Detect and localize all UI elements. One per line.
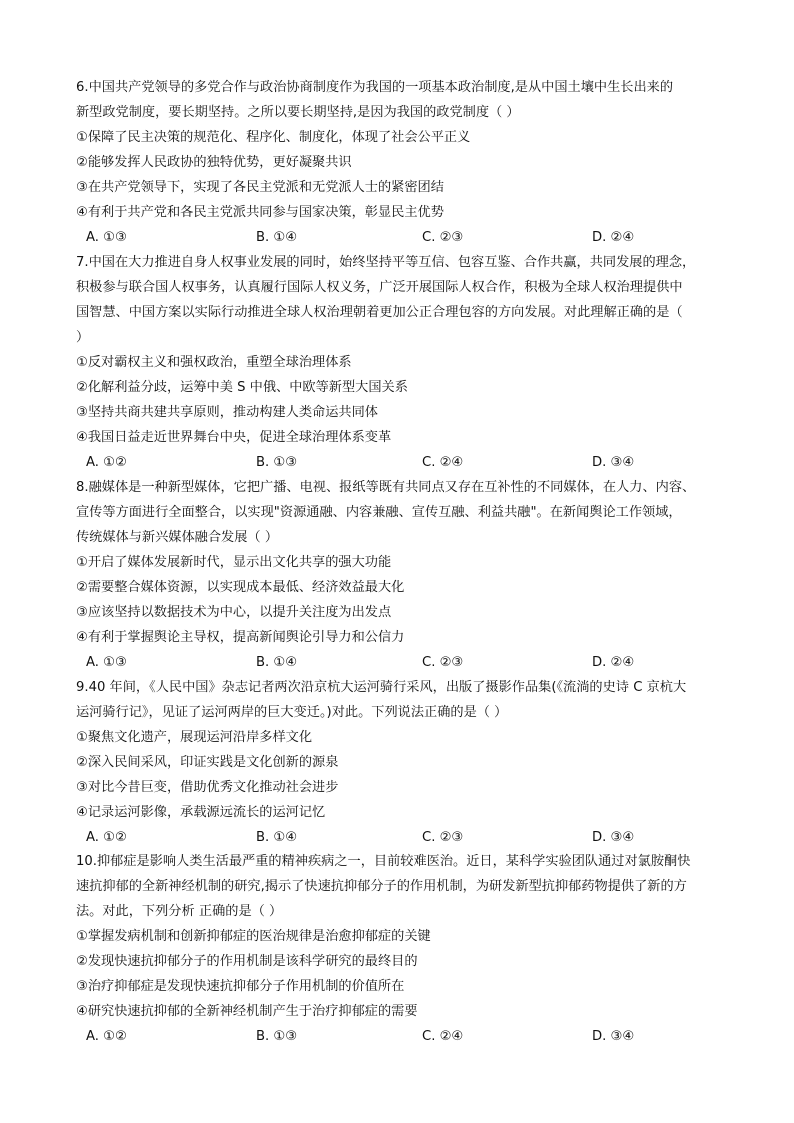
choice-c[interactable]: C. ②③: [422, 230, 464, 245]
choice-d[interactable]: D. ③④: [592, 455, 635, 470]
option-statement: ②化解利益分歧，运筹中美 S 中俄、中欧等新型大国关系: [76, 380, 408, 395]
choice-b[interactable]: B. ①④: [256, 830, 298, 845]
option-statement: ③坚持共商共建共享原则，推动构建人类命运共同体: [76, 405, 378, 420]
option-statement: ②深入民间采风，印证实践是文化创新的源泉: [76, 755, 339, 770]
question-stem-line: ）: [76, 330, 90, 345]
option-statement: ③治疗抑郁症是发现快速抗抑郁分子作用机制的价值所在: [76, 979, 405, 994]
choice-d[interactable]: D. ③④: [592, 1029, 635, 1044]
option-statement: ①聚焦文化遗产，展现运河沿岸多样文化: [76, 730, 313, 745]
option-statement: ①反对霸权主义和强权政治，重塑全球治理体系: [76, 355, 352, 370]
answer-choices: [76, 225, 724, 250]
question-stem-line: 宣传等方面进行全面整合，以实现"资源通融、内容兼融、宣传互融、利益共融"。在新闻舆论工作领域，: [76, 505, 682, 520]
option-statement: ①开启了媒体发展新时代，显示出文化共享的强大功能: [76, 555, 392, 570]
option-statement: ③在共产党领导下，实现了各民主党派和无党派人士的紧密团结: [76, 180, 444, 195]
answer-choices: [76, 1024, 724, 1049]
choice-b[interactable]: B. ①③: [256, 455, 298, 470]
answer-choices: [76, 825, 724, 850]
choice-c[interactable]: C. ②③: [422, 830, 464, 845]
choice-c[interactable]: C. ②③: [422, 655, 464, 670]
question-8: [76, 475, 724, 675]
option-statement: ①保障了民主决策的规范化、程序化、制度化，体现了社会公平正义: [76, 130, 471, 145]
option-statement: ④我国日益走近世界舞台中央，促进全球治理体系变革: [76, 430, 392, 445]
option-statement: ③对比今昔巨变，借助优秀文化推动社会进步: [76, 780, 339, 795]
question-stem-line: 传统媒体与新兴媒体融合发展（ ）: [76, 530, 279, 545]
question-9: [76, 675, 724, 850]
option-statement: ②能够发挥人民政协的独特优势，更好凝聚共识: [76, 155, 352, 170]
question-stem-line: 6.中国共产党领导的多党合作与政治协商制度作为我国的一项基本政治制度,是从中国土壤中生长出来的: [76, 80, 674, 95]
choice-c[interactable]: C. ②④: [422, 455, 464, 470]
question-stem-line: 新型政党制度，要长期坚持。之所以要长期坚持,是因为我国的政党制度（ ）: [76, 105, 520, 120]
option-statement: ④研究快速抗抑郁的全新神经机制产生于治疗抑郁症的需要: [76, 1004, 418, 1019]
choice-a[interactable]: A. ①②: [86, 455, 127, 470]
option-statement: ④记录运河影像，承载源远流长的运河记忆: [76, 805, 326, 820]
choice-d[interactable]: D. ②④: [592, 230, 635, 245]
choice-a[interactable]: A. ①②: [86, 830, 127, 845]
option-statement: ②需要整合媒体资源，以实现成本最低、经济效益最大化: [76, 580, 405, 595]
question-stem-line: 国智慧、中国方案以实际行动推进全球人权治理朝着更加公正合理包容的方向发展。对此理解正确的是（: [76, 305, 683, 320]
question-stem-line: 8.融媒体是一种新型媒体，它把广播、电视、报纸等既有共同点又存在互补性的不同媒体，在人力、内容、: [76, 480, 696, 495]
option-statement: ④有利于共产党和各民主党派共同参与国家决策，彰显民主优势: [76, 205, 444, 220]
question-stem-line: 7.中国在大力推进自身人权事业发展的同时，始终坚持平等互信、包容互鉴、合作共赢，共同发展的理念，: [76, 255, 696, 270]
question-stem-line: 运河骑行记》，见证了运河两岸的巨大变迁。)对此。下列说法正确的是（ ）: [76, 705, 508, 720]
choice-b[interactable]: B. ①④: [256, 230, 298, 245]
option-statement: ①掌握发病机制和创新抑郁症的医治规律是治愈抑郁症的关键: [76, 929, 431, 944]
question-stem-line: 9.40 年间，《人民中国》杂志记者两次沿京杭大运河骑行采风，出版了摄影作品集(《流淌的史诗 C 京杭大: [76, 680, 687, 695]
option-statement: ③应该坚持以数据技术为中心，以提升关注度为出发点: [76, 605, 392, 620]
answer-choices: [76, 450, 724, 475]
question-10: [76, 849, 724, 1049]
choice-b[interactable]: B. ①④: [256, 655, 298, 670]
question-stem-line: 10.抑郁症是影响人类生活最严重的精神疾病之一，目前较难医治。近日，某科学实验团队通过对氯胺酮快: [76, 854, 691, 869]
question-7: [76, 250, 724, 475]
choice-c[interactable]: C. ②④: [422, 1029, 464, 1044]
choice-a[interactable]: A. ①②: [86, 1029, 127, 1044]
option-statement: ②发现快速抗抑郁分子的作用机制是该科学研究的最终目的: [76, 954, 418, 969]
choice-a[interactable]: A. ①③: [86, 655, 127, 670]
question-stem-line: 法。对此，下列分析 正确的是（ ）: [76, 904, 283, 919]
answer-choices: [76, 650, 724, 675]
choice-d[interactable]: D. ③④: [592, 830, 635, 845]
question-stem-line: 积极参与联合国人权事务，认真履行国际人权义务，广泛开展国际人权合作，积极为全球人权治理提供中: [76, 280, 683, 295]
question-6: [76, 75, 724, 250]
question-stem-line: 速抗抑郁的全新神经机制的研究,揭示了快速抗抑郁分子的作用机制，为研发新型抗抑郁药物提供了新的方: [76, 879, 687, 894]
choice-d[interactable]: D. ②④: [592, 655, 635, 670]
option-statement: ④有利于掌握舆论主导权，提高新闻舆论引导力和公信力: [76, 630, 405, 645]
choice-b[interactable]: B. ①③: [256, 1029, 298, 1044]
choice-a[interactable]: A. ①③: [86, 230, 127, 245]
